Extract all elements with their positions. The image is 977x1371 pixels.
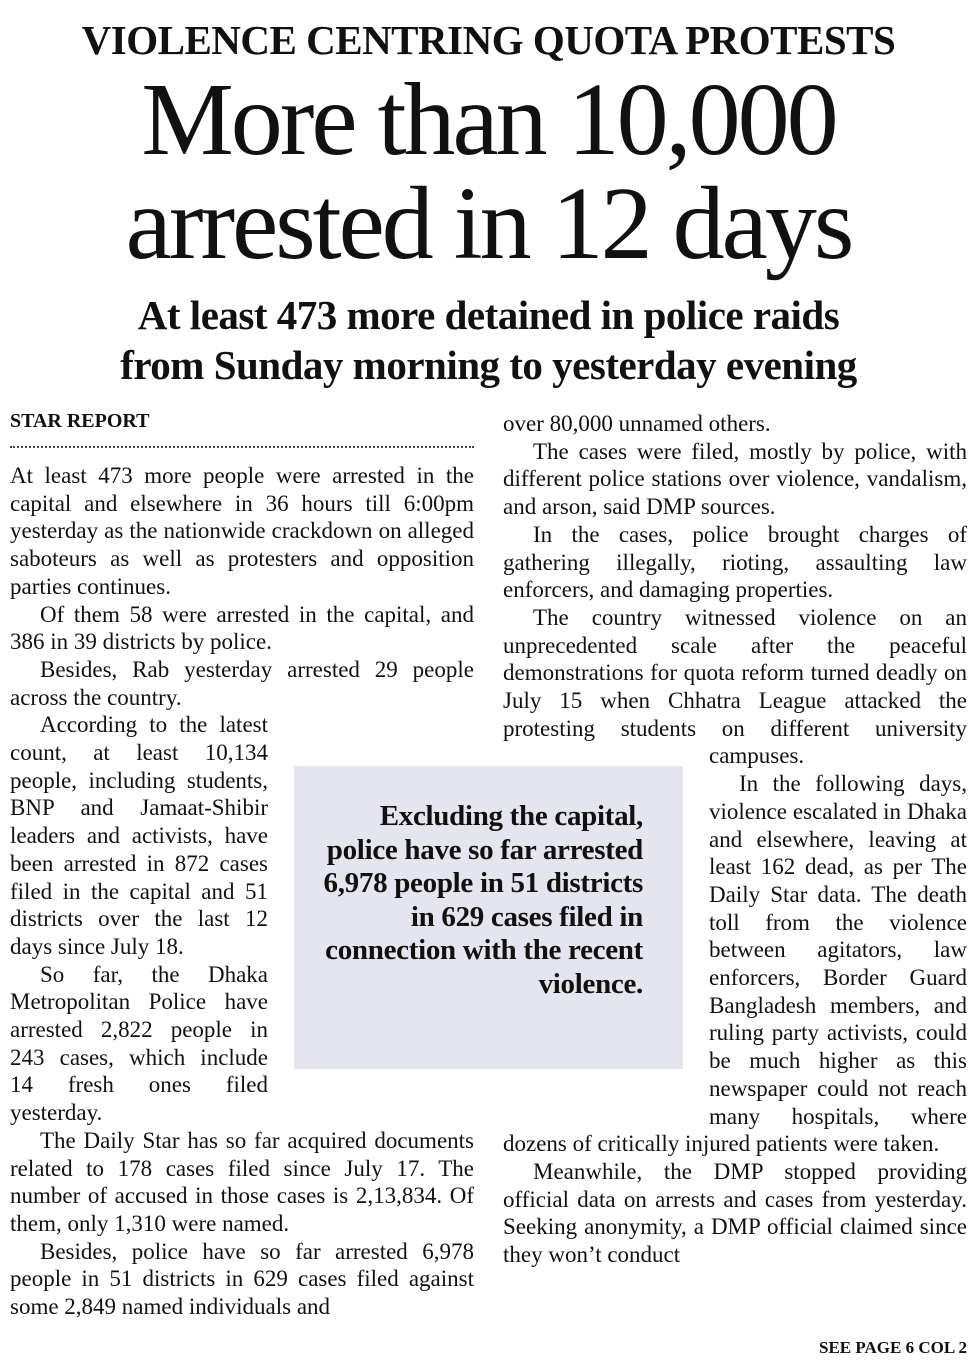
pullquote: Excluding the capital, police have so far arrested 6,978 people in 51 districts in 629 cases filed in connection with the recent violence. bbox=[323, 800, 643, 1000]
deck bbox=[0, 290, 977, 390]
headline bbox=[0, 62, 977, 281]
deck-line-1: At least 473 more detained in police raids bbox=[137, 292, 840, 338]
byline-divider bbox=[10, 446, 474, 448]
paragraph: At least 473 more people were arrested in the capital and elsewhere in 36 hours till 6:00pm yesterday as the nationwide crackdown on alleged saboteurs as well as protesters and opposition parties continues. bbox=[10, 463, 474, 599]
headline-line-2: arrested in 12 days bbox=[125, 166, 852, 281]
continuation-link[interactable]: SEE PAGE 6 COL 2 bbox=[819, 1338, 967, 1357]
paragraph: Besides, Rab yesterday arrested 29 people across the country. bbox=[10, 656, 474, 710]
paragraph: Of them 58 were arrested in the capital, and 386 in 39 districts by police. bbox=[10, 601, 474, 655]
kicker: VIOLENCE CENTRING QUOTA PROTESTS bbox=[81, 17, 896, 63]
byline: STAR REPORT bbox=[10, 410, 150, 432]
paragraph: The cases were filed, mostly by police, with different police stations over violence, vandalism, and arson, said DMP sources. bbox=[503, 438, 967, 520]
paragraph: The country witnessed violence on an unprecedented scale after the peaceful demonstrations for quota reform turned deadly on July 15 when Chhatra League attacked the protesting students on different university campuses. bbox=[503, 604, 967, 769]
paragraph: The Daily Star has so far acquired documents related to 178 cases filed since July 17. The number of accused in those cases is 2,13,834. Of them, only 1,310 were named. bbox=[10, 1127, 474, 1236]
paragraph: In the cases, police brought charges of gathering illegally, rioting, assaulting law enforcers, and damaging properties. bbox=[503, 521, 967, 603]
paragraph: According to the latest count, at least 10,134 people, including students, BNP and Jamaat-Shibir leaders and activists, have been arrested in 872 cases filed in the capital and 51 districts over the last 12 days since July 18. bbox=[10, 712, 268, 959]
paragraph: Meanwhile, the DMP stopped providing official data on arrests and cases from yesterday. Seeking anonymity, a DMP official claimed since they won’t conduct bbox=[503, 1158, 967, 1268]
deck-line-2: from Sunday morning to yesterday evening bbox=[120, 342, 857, 388]
paragraph: In the following days, violence escalated in Dhaka and elsewhere, leaving at least 162 dead, as per The Daily Star data. The death toll from the violence between agitators, law enforcers, Border Guard Bangladesh members, and ruling party activists, could be much higher as this newspaper could not reach many hospitals, where dozens of critically injured patients were taken. bbox=[503, 771, 967, 1157]
headline-line-1: More than 10,000 bbox=[141, 62, 836, 177]
paragraph: So far, the Dhaka Metropolitan Police have arrested 2,822 people in 243 cases, which include 14 fresh ones filed yesterday. bbox=[10, 961, 268, 1126]
paragraph: Besides, police have so far arrested 6,978 people in 51 districts in 629 cases filed against some 2,849 named individuals and bbox=[10, 1238, 474, 1320]
paragraph: over 80,000 unnamed others. bbox=[503, 411, 771, 436]
